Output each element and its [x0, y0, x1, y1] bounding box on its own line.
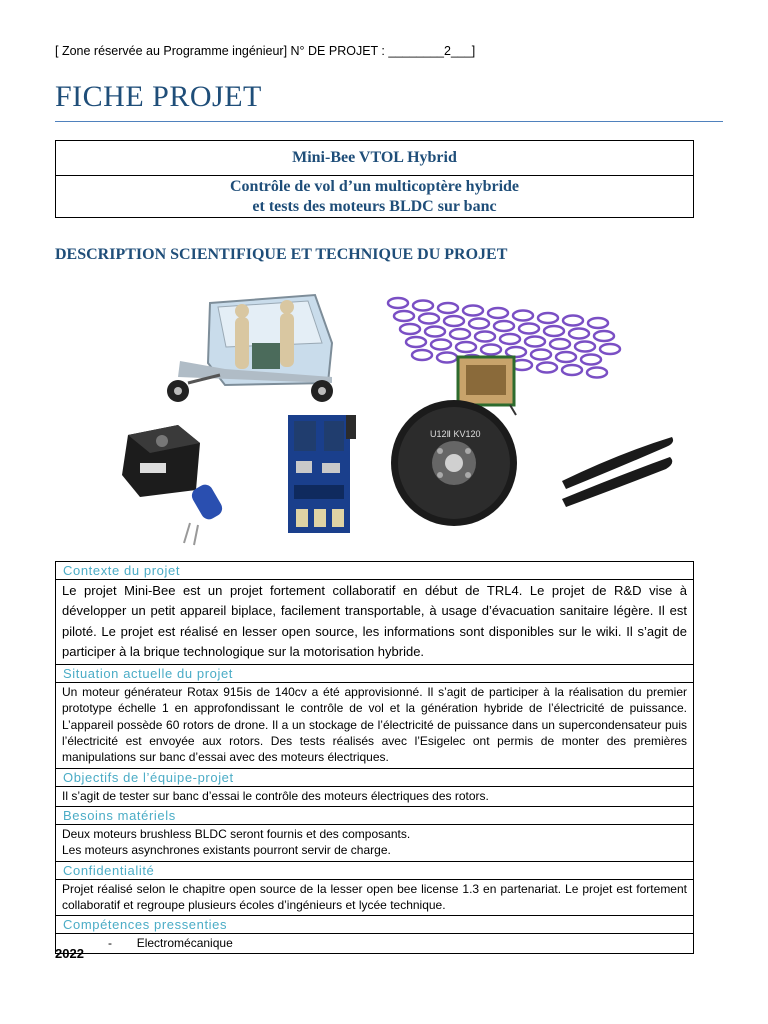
rotor-ring	[588, 318, 608, 328]
rotor-ring	[537, 363, 557, 373]
rotor-ring	[513, 311, 533, 321]
besoins-line-2: Les moteurs asynchrones existants pourront servir de charge.	[62, 843, 391, 858]
rectifier-capacitor-image	[122, 425, 225, 545]
rotor-ring	[519, 324, 539, 334]
footer-year: 2022	[55, 946, 84, 961]
bullet-dash: -	[108, 936, 112, 951]
rotor-ring	[438, 303, 458, 313]
project-subtitle	[56, 176, 693, 217]
rotor-ring	[550, 339, 570, 349]
competences-item	[56, 934, 693, 953]
situation-text: Un moteur générateur Rotax 915is de 140cv a été approvisionné. Il s’agit de participer à la réalisation du premier prototype échelle 1 en approfondissant le contrôle de vol et la génération hybride de l’électricité de puissance. L’appareil possède 60 rotors de drone. Il a un stockage de l’électricité de puissance dans un supercondensateur puis l’électricité est envoyée aux rotors. Des tests réalisés avec l’Esigelec ont permis de monter des premières manipulations sur banc d’essai avec des moteurs électriques.	[56, 683, 693, 768]
rotor-ring	[444, 316, 464, 326]
rotor-ring	[413, 301, 433, 311]
objectifs-text: Il s’agit de tester sur banc d’essai le contrôle des moteurs électriques des rotors.	[56, 787, 693, 807]
title-divider	[55, 121, 723, 122]
situation-label: Situation actuelle du projet	[56, 665, 693, 683]
rotor-ring	[406, 337, 426, 347]
project-subtitle-line-1: Contrôle de vol d’un multicoptère hybride	[229, 178, 520, 195]
brushless-motor-image	[391, 400, 517, 526]
rotor-ring	[562, 365, 582, 375]
page-title: FICHE PROJET	[55, 80, 262, 113]
rotor-ring	[431, 340, 451, 350]
rotor-ring	[538, 313, 558, 323]
rotor-ring	[544, 326, 564, 336]
rotor-ring	[575, 342, 595, 352]
rotor-ring	[394, 311, 414, 321]
rotor-ring	[569, 329, 589, 339]
besoins-text	[56, 825, 693, 862]
rotor-ring	[494, 321, 514, 331]
rotor-ring	[388, 298, 408, 308]
rotor-ring	[456, 342, 476, 352]
confidentialite-text: Projet réalisé selon le chapitre open source de la lesser open bee license 1.3 en partenariat. Le projet est fortement collaboratif et regroupe plusieurs écoles d’ingénieurs et lycée technique.	[56, 880, 693, 917]
rotor-ring	[531, 350, 551, 360]
project-subtitle-line-2: et tests des moteurs BLDC sur banc	[252, 198, 497, 215]
rotor-ring	[437, 353, 457, 363]
rotor-ring	[500, 334, 520, 344]
confidentialite-label: Confidentialité	[56, 862, 693, 880]
project-name: Mini-Bee VTOL Hybrid	[56, 141, 693, 176]
rotor-ring	[581, 355, 601, 365]
rotor-ring	[419, 314, 439, 324]
rotor-ring	[488, 308, 508, 318]
rotor-ring	[425, 327, 445, 337]
contexte-text: Le projet Mini-Bee est un projet fortement collaboratif en début de TRL4. Le projet de R&D vise à développer un petit appareil biplace, facilement transportable, à usage d’évacuation sanitaire légère. Il est piloté. Le projet est réalisé en lesser open source, les informations sont disponibles sur le wiki. Il s’agit de participer à la brique technologique sur la motorisation hybride.	[56, 580, 693, 665]
rotor-ring	[463, 306, 483, 316]
project-details-table	[55, 561, 694, 954]
rotor-ring	[525, 337, 545, 347]
rotor-ring	[450, 329, 470, 339]
propeller-blades-image	[562, 437, 673, 507]
biplace-aircraft-image	[167, 295, 333, 402]
rotor-ring	[481, 345, 501, 355]
esc-controller-board-image	[288, 415, 356, 533]
rotor-ring	[600, 344, 620, 354]
besoins-label: Besoins matériels	[56, 807, 693, 825]
project-illustration	[100, 285, 680, 547]
rotor-ring	[556, 352, 576, 362]
competence-electromecanique: Electromécanique	[136, 936, 233, 951]
rotor-ring	[587, 368, 607, 378]
rotor-ring	[563, 316, 583, 326]
besoins-line-1: Deux moteurs brushless BLDC seront fournis et des composants.	[62, 826, 411, 841]
rotor-ring	[475, 332, 495, 342]
section-title: DESCRIPTION SCIENTIFIQUE ET TECHNIQUE DU PROJET	[55, 246, 508, 263]
project-title-box	[55, 140, 694, 218]
competences-label: Compétences pressenties	[56, 916, 693, 934]
contexte-label: Contexte du projet	[56, 562, 693, 580]
rotor-ring	[412, 350, 432, 360]
rotor-ring	[400, 324, 420, 334]
rotor-ring	[469, 319, 489, 329]
reserved-zone-header: [ Zone réservée au Programme ingénieur] N° DE PROJET : ________2___]	[55, 44, 476, 58]
objectifs-label: Objectifs de l’équipe-projet	[56, 769, 693, 787]
motor-label: U12Ⅱ KV120	[430, 429, 481, 439]
rotor-ring	[594, 331, 614, 341]
